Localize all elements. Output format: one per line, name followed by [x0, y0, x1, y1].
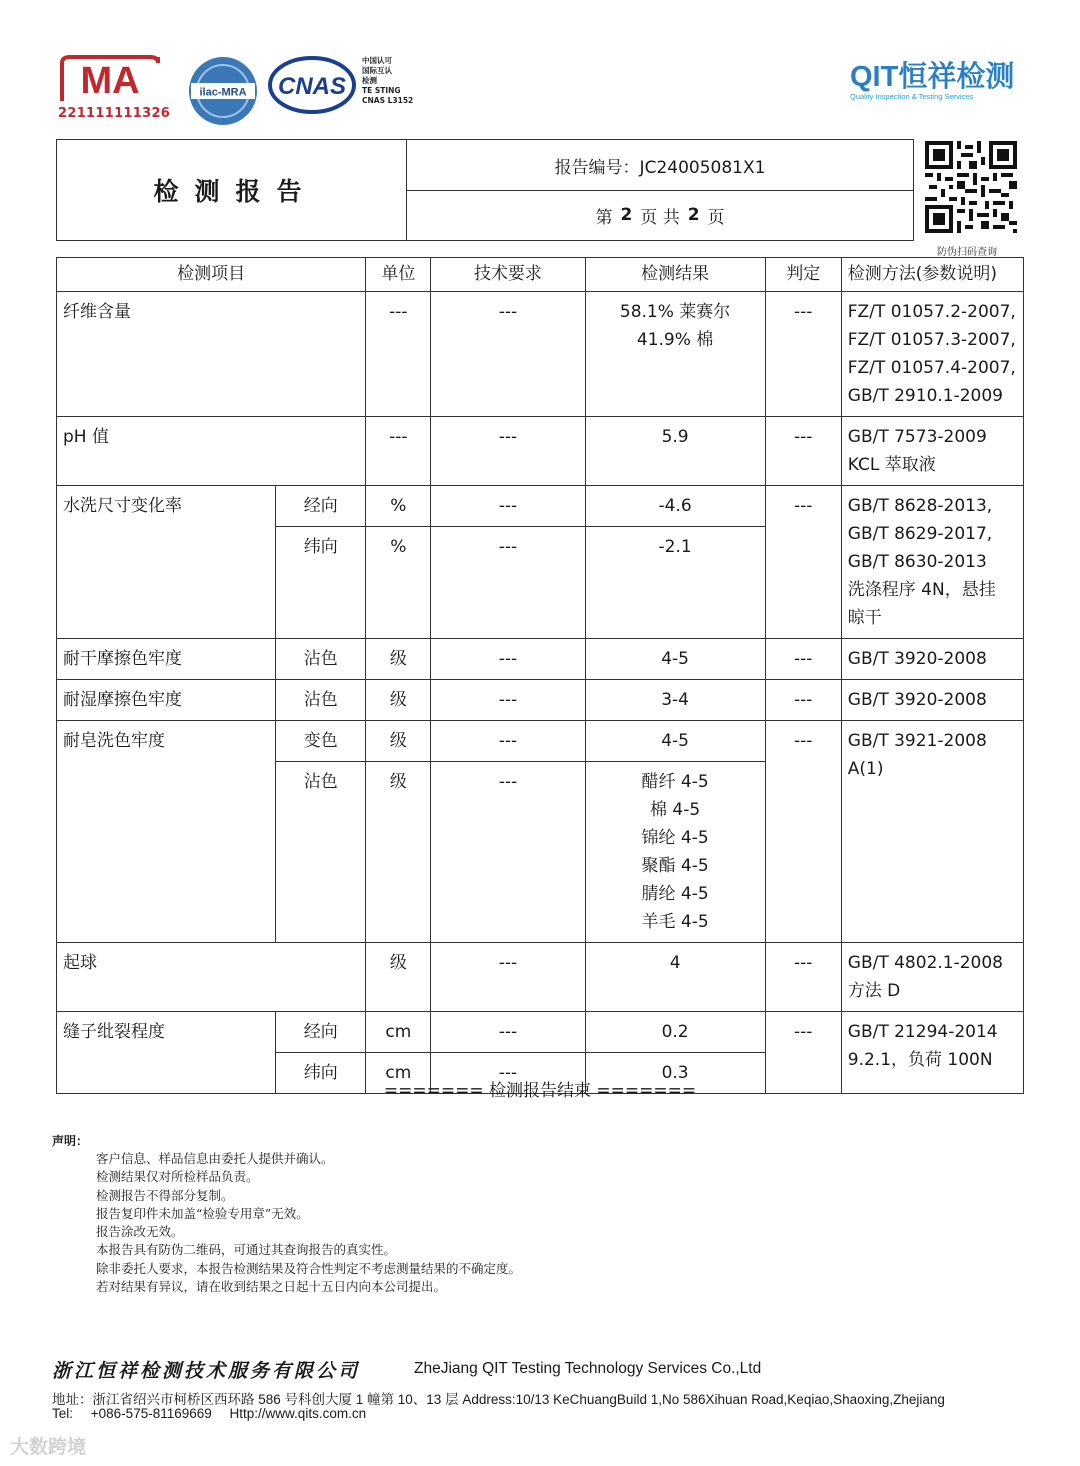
result-cell: 4-5	[585, 721, 765, 762]
result-cell	[585, 292, 765, 417]
cnas-side-line: 国际互认	[362, 66, 392, 75]
statement-line: 客户信息、样品信息由委托人提供并确认。	[96, 1151, 334, 1166]
method-line: GB/T 3921-2008	[847, 731, 987, 751]
result-cell: 4-5	[585, 639, 765, 680]
watermark: 大数跨境	[10, 1436, 87, 1458]
sub-item-cell: 变色	[276, 721, 366, 762]
requirement-cell: ---	[431, 292, 585, 417]
requirement-cell: ---	[431, 1012, 585, 1053]
requirement-cell: ---	[431, 680, 585, 721]
result-line: 醋纤 4-5	[641, 772, 709, 792]
test-results-table	[56, 257, 1024, 1094]
cnas-logo-text: CNAS	[277, 73, 347, 100]
method-line: GB/T 21294-2014	[847, 1022, 998, 1042]
method-line: GB/T 2910.1-2009	[847, 386, 1003, 406]
judgement-cell: ---	[765, 486, 841, 639]
item-cell: 耐干摩擦色牢度	[57, 639, 276, 680]
cma-number: 221111111326	[58, 106, 171, 121]
method-cell	[841, 943, 1023, 1012]
method-cell	[841, 721, 1023, 943]
unit-cell: 级	[366, 721, 431, 762]
requirement-cell: ---	[431, 762, 585, 943]
report-end-line: ======= 检测报告结束 =======	[383, 1081, 697, 1101]
header-item: 检测项目	[57, 258, 366, 292]
cma-logo	[58, 53, 162, 105]
company-name-en: ZheJiang QIT Testing Technology Services Co.,Ltd	[414, 1360, 762, 1377]
item-cell: 纤维含量	[57, 292, 366, 417]
method-line: FZ/T 01057.3-2007,	[847, 330, 1016, 350]
statement-line: 除非委托人要求，本报告检测结果及符合性判定不考虑测量结果的不确定度。	[96, 1260, 522, 1276]
result-line: 聚酯 4-5	[641, 856, 709, 876]
page-prefix: 第	[595, 207, 613, 228]
sub-item-cell: 沾色	[276, 680, 366, 721]
method-line: FZ/T 01057.2-2007,	[847, 302, 1016, 322]
judgement-cell: ---	[765, 292, 841, 417]
item-cell: 水洗尺寸变化率	[57, 486, 276, 639]
result-line: 棉 4-5	[650, 800, 701, 820]
result-line: 羊毛 4-5	[641, 912, 709, 932]
statement-line: 本报告具有防伪二维码，可通过其查询报告的真实性。	[96, 1242, 397, 1258]
method-line: FZ/T 01057.4-2007,	[847, 358, 1016, 378]
company-address: 地址：浙江省绍兴市柯桥区西环路 586 号科创大厦 1 幢第 10、13 层 Address:10/13 KeChuangBuild 1,No 586Xihuan Road,Keqiao,Shaoxing,Zhejiang	[52, 1392, 945, 1407]
cma-logo-text: MA	[80, 60, 140, 102]
result-cell: 0.2	[585, 1012, 765, 1053]
table-row	[57, 943, 1024, 1012]
statement-line: 报告涂改无效。	[96, 1224, 184, 1240]
header-judgement: 判定	[765, 258, 841, 292]
page-mid: 页 共	[640, 207, 680, 228]
item-cell: 缝子纰裂程度	[57, 1012, 276, 1094]
method-line: 9.2.1，负荷 100N	[847, 1050, 993, 1070]
page-total: 2	[687, 205, 700, 225]
unit-cell: 级	[366, 762, 431, 943]
unit-cell: %	[366, 527, 431, 639]
result-line: 锦纶 4-5	[641, 828, 709, 848]
page-suffix: 页	[707, 207, 725, 228]
result-line: 41.9% 棉	[636, 330, 714, 350]
judgement-cell: ---	[765, 721, 841, 943]
method-line: GB/T 8630-2013	[847, 552, 987, 572]
result-cell: 4	[585, 943, 765, 1012]
judgement-cell: ---	[765, 417, 841, 486]
method-line: GB/T 8629-2017,	[847, 524, 993, 544]
cnas-side-line: CNAS L3152	[362, 96, 414, 105]
method-line: 晾干	[847, 608, 882, 628]
method-cell	[841, 486, 1023, 639]
method-line: 洗涤程序 4N，悬挂	[847, 580, 996, 600]
unit-cell: cm	[366, 1053, 431, 1094]
sub-item-cell: 纬向	[276, 527, 366, 639]
page-current: 2	[620, 205, 633, 225]
company-contact	[52, 1406, 380, 1421]
cnas-logo	[268, 56, 356, 114]
item-cell: 起球	[57, 943, 366, 1012]
page-indicator	[407, 190, 913, 240]
method-cell	[841, 417, 1023, 486]
method-line: A(1)	[847, 759, 884, 779]
table-row	[57, 1012, 1024, 1053]
item-cell: 耐湿摩擦色牢度	[57, 680, 276, 721]
method-line: GB/T 7573-2009	[847, 427, 987, 447]
requirement-cell: ---	[431, 486, 585, 527]
header-requirement: 技术要求	[431, 258, 585, 292]
unit-cell: cm	[366, 1012, 431, 1053]
requirement-cell: ---	[431, 527, 585, 639]
unit-cell: 级	[366, 943, 431, 1012]
cnas-side-line: TE STING	[362, 86, 401, 95]
table-row	[57, 417, 1024, 486]
unit-cell: ---	[366, 417, 431, 486]
statement-list	[96, 1150, 521, 1296]
ilac-mra-logo	[187, 55, 259, 127]
cnas-side-line: 中国认可	[362, 56, 392, 65]
company-name-cn: 浙江恒祥检测技术服务有限公司	[52, 1360, 361, 1382]
item-cell: 耐皂洗色牢度	[57, 721, 276, 943]
unit-cell: ---	[366, 292, 431, 417]
header-method: 检测方法(参数说明)	[841, 258, 1023, 292]
cnas-side-line: 检测	[362, 76, 377, 85]
sub-item-cell: 经向	[276, 486, 366, 527]
unit-cell: 级	[366, 639, 431, 680]
table-row	[57, 639, 1024, 680]
result-line: 58.1% 莱赛尔	[619, 302, 731, 322]
sub-item-cell: 纬向	[276, 1053, 366, 1094]
judgement-cell: ---	[765, 639, 841, 680]
qr-code[interactable]	[925, 141, 1017, 233]
judgement-cell: ---	[765, 680, 841, 721]
header-unit: 单位	[366, 258, 431, 292]
result-line: 腈纶 4-5	[641, 884, 709, 904]
sub-item-cell: 沾色	[276, 639, 366, 680]
table-row	[57, 486, 1024, 527]
qit-subtitle: Quality Inspection & Testing Services	[850, 92, 974, 101]
statement-line: 检测结果仅对所检样品负责。	[96, 1169, 259, 1185]
method-line: KCL 萃取液	[847, 455, 936, 475]
item-cell: pH 值	[57, 417, 366, 486]
statement-heading: 声明：	[52, 1134, 89, 1148]
header-result: 检测结果	[585, 258, 765, 292]
ilac-mra-text: ilac-MRA	[199, 86, 247, 99]
result-cell: 5.9	[585, 417, 765, 486]
report-header	[56, 139, 914, 241]
table-header-row	[57, 258, 1024, 292]
statement-line: 报告复印件未加盖“检验专用章”无效。	[96, 1205, 309, 1221]
tel-label: Tel:	[52, 1406, 74, 1421]
result-cell: -4.6	[585, 486, 765, 527]
result-cell: 3-4	[585, 680, 765, 721]
method-line: 方法 D	[847, 981, 901, 1001]
result-cell: 0.3	[585, 1053, 765, 1094]
requirement-cell: ---	[431, 639, 585, 680]
unit-cell: %	[366, 486, 431, 527]
table-row	[57, 292, 1024, 417]
cnas-side-text	[362, 56, 432, 106]
requirement-cell: ---	[431, 1053, 585, 1094]
qit-logo-text: QIT恒祥检测	[850, 61, 1015, 93]
result-cell: -2.1	[585, 527, 765, 639]
website-link[interactable]: Http://www.qits.com.cn	[229, 1406, 367, 1421]
tel-number: +086-575-81169669	[90, 1406, 212, 1421]
result-cell	[585, 762, 765, 943]
judgement-cell: ---	[765, 1012, 841, 1094]
report-number: 报告编号：JC24005081X1	[407, 140, 913, 191]
sub-item-cell: 经向	[276, 1012, 366, 1053]
statement-line: 检测报告不得部分复制。	[96, 1187, 234, 1203]
method-line: GB/T 8628-2013,	[847, 496, 993, 516]
table-row	[57, 721, 1024, 762]
requirement-cell: ---	[431, 943, 585, 1012]
requirement-cell: ---	[431, 721, 585, 762]
method-cell: GB/T 3920-2008	[841, 680, 1023, 721]
qr-caption: 防伪扫码查询	[937, 247, 997, 258]
sub-item-cell: 沾色	[276, 762, 366, 943]
requirement-cell: ---	[431, 417, 585, 486]
method-cell	[841, 292, 1023, 417]
method-cell: GB/T 3920-2008	[841, 639, 1023, 680]
judgement-cell: ---	[765, 943, 841, 1012]
table-row	[57, 680, 1024, 721]
statement-line: 若对结果有异议，请在收到结果之日起十五日内向本公司提出。	[96, 1279, 447, 1295]
unit-cell: 级	[366, 680, 431, 721]
method-line: GB/T 4802.1-2008	[847, 953, 1003, 973]
report-title: 检测报告	[57, 140, 407, 240]
